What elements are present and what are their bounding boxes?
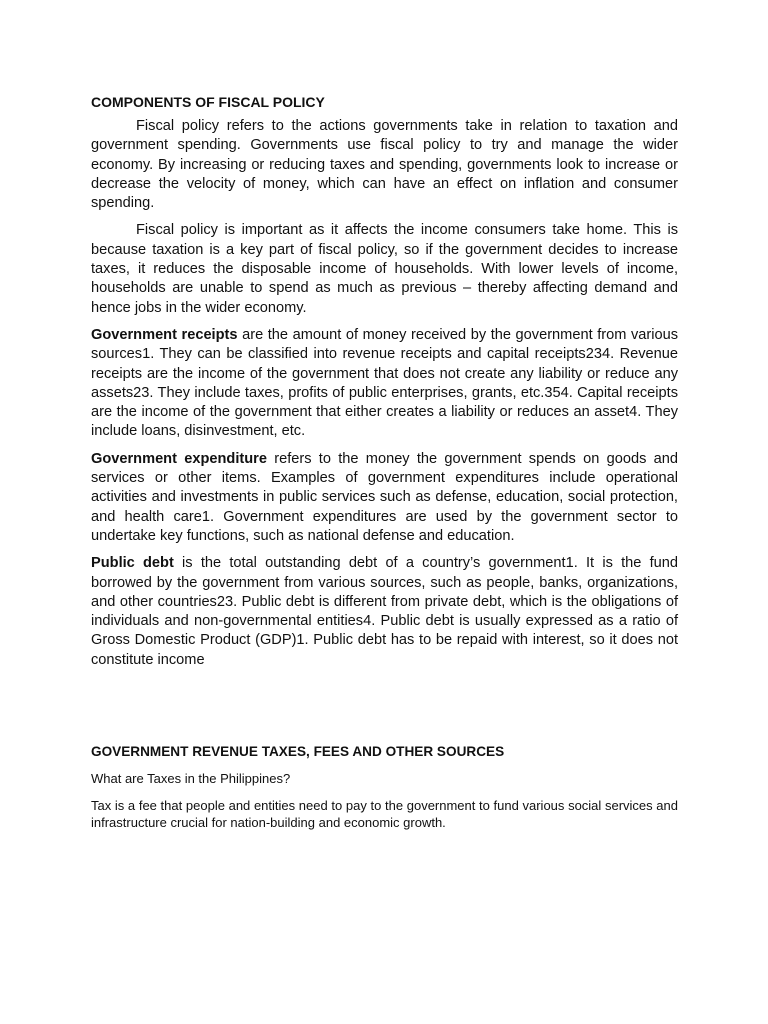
paragraph-government-receipts bbox=[91, 326, 678, 442]
text-government-receipts: are the amount of money received by the government from various sources1. They can be classified into revenue receipts and capital receipts234. Revenue receipts are the income of the government that does not create any liability or reduce any assets23. They include taxes, profits of public enterprises, grants, etc.354. Capital receipts are the income of the government that either creates a liability or reduces an asset4. They include loans, disinvestment, etc. bbox=[91, 326, 678, 440]
paragraph-government-expenditure bbox=[91, 450, 678, 546]
text-government-expenditure: refers to the money the government spends on goods and services or other items. Examples of government expenditures include operational activities and investments in public services such as defense, education, social protection, and health care1. Government expenditures are used by the government sector to undertake key functions, such as national defense and education. bbox=[91, 450, 678, 544]
term-government-expenditure: Government expenditure bbox=[91, 450, 267, 467]
section-heading-revenue: GOVERNMENT REVENUE TAXES, FEES AND OTHER SOURCES bbox=[91, 744, 505, 760]
text-public-debt: is the total outstanding debt of a country’s government1. It is the fund borrowed by the government from various sources, such as people, banks, organizations, and other countries23. Public debt is different from private debt, which is the obligations of individuals and non-governmental entities4. Public debt is usually expressed as a ratio of Gross Domestic Product (GDP)1. Public debt has to be repaid with interest, so it does not constitute income bbox=[91, 555, 679, 668]
section-spacer bbox=[91, 678, 678, 743]
document-page bbox=[91, 94, 678, 841]
term-government-receipts: Government receipts bbox=[91, 326, 238, 343]
paragraph-fiscal-policy-importance: Fiscal policy is important as it affects the income consumers take home. This is because taxation is a key part of fiscal policy, so if the government decides to increase taxes, it reduces the disposable income of households. With lower levels of income, households are unable to spend as much as previous – thereby affecting demand and hence jobs in the wider economy. bbox=[91, 222, 678, 316]
section-heading-fiscal-policy: COMPONENTS OF FISCAL POLICY bbox=[91, 94, 325, 110]
paragraph-fiscal-policy-definition: Fiscal policy refers to the actions governments take in relation to taxation and government spending. Governments use fiscal policy to try and manage the wider economy. By increasing or reducing taxes and spending, governments look to increase or decrease the velocity of money, which can have an effect on inflation and consumer spending. bbox=[91, 118, 678, 212]
paragraph-public-debt bbox=[91, 554, 678, 670]
term-public-debt: Public debt bbox=[91, 555, 174, 572]
paragraph-tax-definition: Tax is a fee that people and entities need to pay to the government to fund various social services and infrastructure crucial for nation-building and economic growth. bbox=[91, 798, 678, 831]
question-taxes-philippines: What are Taxes in the Philippines? bbox=[91, 771, 291, 787]
